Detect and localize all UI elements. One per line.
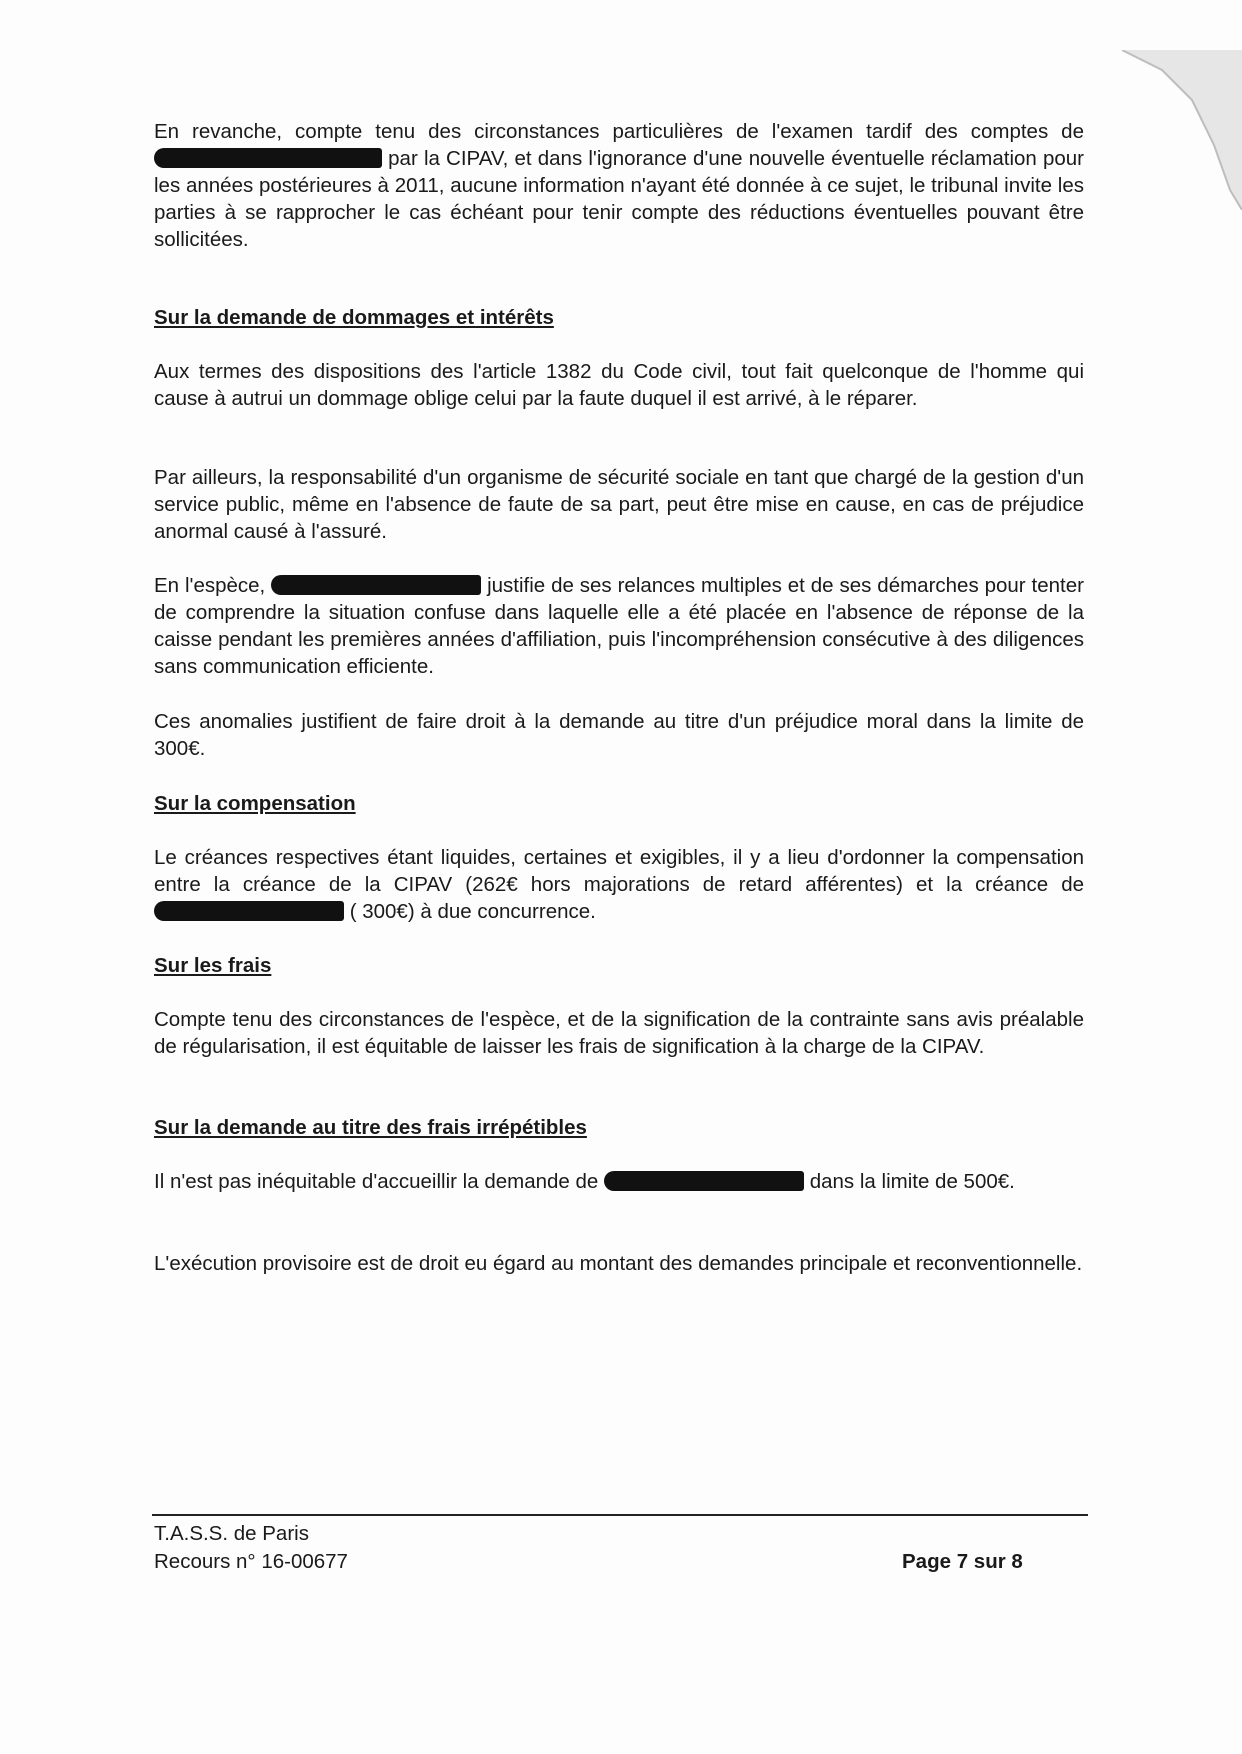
paragraph-5-text: Ces anomalies justifient de faire droit à la demande au titre d'un préjudice moral dans la limite de 300€. xyxy=(154,710,1084,760)
footer-court: T.A.S.S. de Paris xyxy=(154,1522,309,1545)
paragraph-8-end: dans la limite de 500€. xyxy=(809,1170,1015,1193)
paragraph-6-end: ( 300€) à due concurrence. xyxy=(349,900,596,923)
footer-left xyxy=(154,1520,348,1576)
redacted-name xyxy=(604,1171,804,1191)
redacted-name xyxy=(154,148,382,168)
heading-frais: Sur les frais xyxy=(154,954,272,977)
paragraph-3-text: Par ailleurs, la responsabilité d'un organisme de sécurité sociale en tant que chargé de la gestion d'un service public, même en l'absence de faute de sa part, peut être mise en cause, en cas de préjudice anormal causé à l'assuré. xyxy=(154,466,1084,543)
paragraph-5 xyxy=(154,708,1084,762)
paragraph-7 xyxy=(154,1006,1084,1060)
footer-case-number: Recours n° 16-00677 xyxy=(154,1550,348,1573)
redacted-name xyxy=(154,901,344,921)
paragraph-4-end: justifie de ses relances multiples et de ses démarches pour tenter de comprendre la situation confuse dans laquelle elle a été placée en l'absence de réponse de la caisse pendant les premières années d'affiliation, puis l'incompréhension consécutive à des diligences sans communication efficiente. xyxy=(154,574,1084,678)
paragraph-6 xyxy=(154,844,1084,925)
paragraph-2-text: Aux termes des dispositions des l'article 1382 du Code civil, tout fait quelconque de l'homme qui cause à autrui un dommage oblige celui par la faute duquel il est arrivé, à le réparer. xyxy=(154,360,1084,410)
paragraph-8 xyxy=(154,1168,1084,1195)
heading-dommages-interets: Sur la demande de dommages et intérêts xyxy=(154,306,554,329)
paragraph-3 xyxy=(154,464,1084,545)
footer-page-number: Page 7 sur 8 xyxy=(902,1550,1023,1573)
paragraph-1-start: En revanche, compte tenu des circonstances particulières de l'examen tardif des comptes de xyxy=(154,120,1084,143)
paragraph-6-start: Le créances respectives étant liquides, certaines et exigibles, il y a lieu d'ordonner la compensation entre la créance de la CIPAV (262€ hors majorations de retard afférentes) et la créance de xyxy=(154,846,1084,896)
scan-corner-fold xyxy=(1122,50,1242,210)
paragraph-4 xyxy=(154,572,1084,680)
heading-compensation: Sur la compensation xyxy=(154,792,356,815)
paragraph-8-start: Il n'est pas inéquitable d'accueillir la demande de xyxy=(154,1170,599,1193)
paragraph-7-text: Compte tenu des circonstances de l'espèce, et de la signification de la contrainte sans avis préalable de régularisation, il est équitable de laisser les frais de signification à la charge de la CIPAV. xyxy=(154,1008,1084,1058)
paragraph-9 xyxy=(154,1250,1084,1277)
paragraph-4-start: En l'espèce, xyxy=(154,574,266,597)
redacted-name xyxy=(271,575,481,595)
paragraph-2 xyxy=(154,358,1084,412)
paragraph-1-end: par la CIPAV, et dans l'ignorance d'une nouvelle éventuelle réclamation pour les années postérieures à 2011, aucune information n'ayant été donnée à ce sujet, le tribunal invite les parties à se rapprocher le cas échéant pour tenir compte des réductions éventuelles pouvant être sollicitées. xyxy=(154,147,1084,251)
heading-frais-irrepetibles: Sur la demande au titre des frais irrépétibles xyxy=(154,1116,587,1139)
paragraph-9-text: L'exécution provisoire est de droit eu égard au montant des demandes principale et reconventionnelle. xyxy=(154,1252,1083,1275)
paragraph-1 xyxy=(154,118,1084,253)
footer-divider xyxy=(152,1514,1088,1516)
